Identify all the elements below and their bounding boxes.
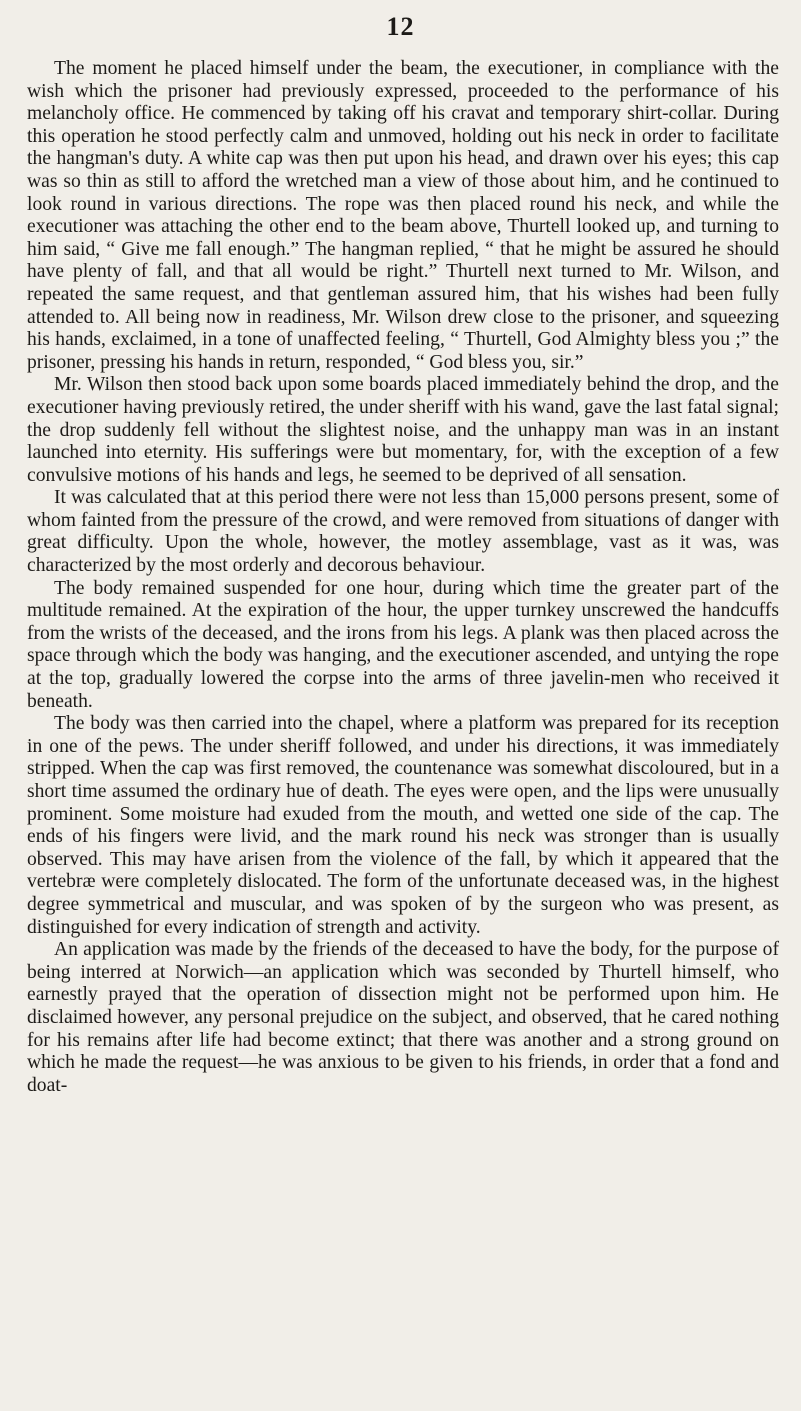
body-text (27, 58, 779, 1097)
paragraph-drop: Mr. Wilson then stood back upon some boards placed immediately behind the drop, and the executioner having previously retired, the under sheriff with his wand, gave the last fatal signal; the drop suddenly fell without the slightest noise, and the unhappy man was in an instant launched into eternity. His sufferings were but momentary, for, with the exception of a few convulsive motions of his hands and legs, he seemed to be deprived of all sensation. (27, 374, 779, 486)
paragraph-chapel: The body was then carried into the chapel, where a platform was prepared for its reception in one of the pews. The under sheriff followed, and under his directions, it was immediately stripped. When the cap was first removed, the countenance was somewhat discoloured, but in a short time assumed the ordinary hue of death. The eyes were open, and the lips were unusually prominent. Some moisture had exuded from the mouth, and wetted one side of the cap. The ends of his fingers were livid, and the mark round his neck was stronger than is usually observed. This may have arisen from the violence of the fall, by which it appeared that the vertebræ were completely dislocated. The form of the unfortunate deceased was, in the highest degree symmetrical and muscular, and was spoken of by the surgeon who was present, as distinguished for every indication of strength and activity. (27, 713, 779, 938)
paragraph-execution: The moment he placed himself under the beam, the executioner, in compliance with the wish which the prisoner had previously expressed, proceeded to the performance of his melancholy office. He commenced by taking off his cravat and temporary shirt-collar. During this operation he stood perfectly calm and unmoved, holding out his neck in order to facilitate the hangman's duty. A white cap was then put upon his head, and drawn over his eyes; this cap was so thin as still to afford the wretched man a view of those about him, and he continued to look round in various directions. The rope was then placed round his neck, and while the executioner was attaching the other end to the beam above, Thurtell looked up, and turning to him said, “ Give me fall enough.” The hangman replied, “ that he might be assured he should have plenty of fall, and that all would be right.” Thurtell next turned to Mr. Wilson, and repeated the same request, and that gentleman assured him, that his wishes had been fully attended to. All being now in readiness, Mr. Wilson drew close to the prisoner, and squeezing his hands, exclaimed, in a tone of unaffected feeling, “ Thurtell, God Almighty bless you ;” the prisoner, pressing his hands in return, responded, “ God bless you, sir.” (27, 58, 779, 373)
paragraph-crowd: It was calculated that at this period there were not less than 15,000 persons present, some of whom fainted from the pressure of the crowd, and were removed from situations of danger with great difficulty. Upon the whole, however, the motley assemblage, vast as it was, was characterized by the most orderly and decorous behaviour. (27, 487, 779, 577)
paragraph-application: An application was made by the friends of the deceased to have the body, for the purpose of being interred at Norwich—an application which was seconded by Thurtell himself, who earnestly prayed that the operation of dissection might not be performed upon him. He disclaimed however, any personal prejudice on the subject, and observed, that he cared nothing for his remains after life had become extinct; that there was another and a strong ground on which he made the request—he was anxious to be given to his friends, in order that a fond and doat- (27, 939, 779, 1096)
page-number: 12 (386, 12, 415, 41)
paragraph-body-suspended: The body remained suspended for one hour, during which time the greater part of the multitude remained. At the expiration of the hour, the upper turnkey unscrewed the handcuffs from the wrists of the deceased, and the irons from his legs. A plank was then placed across the space through which the body was hanging, and the executioner ascended, and untying the rope at the top, gradually lowered the corpse into the arms of three javelin-men who received it beneath. (27, 577, 779, 712)
